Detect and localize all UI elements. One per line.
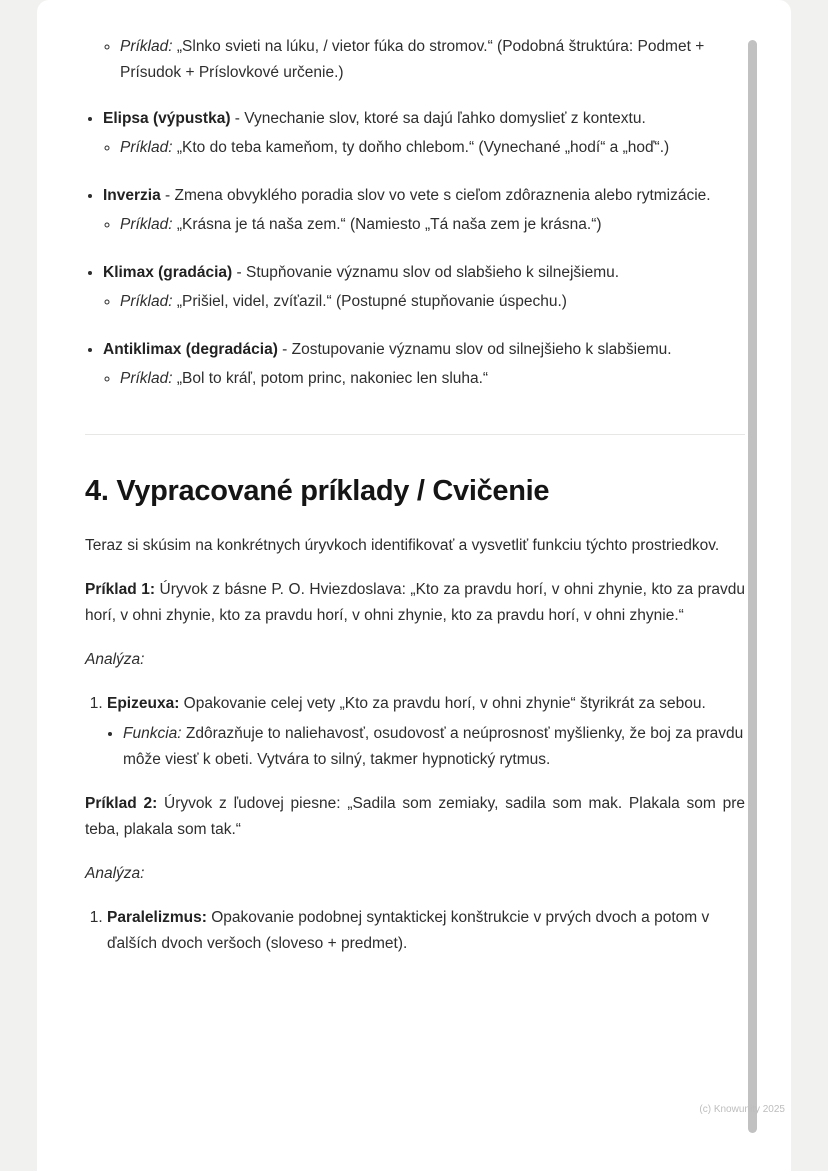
analysis-label-2: Analýza:: [85, 865, 145, 883]
analysis-list-1: [85, 691, 745, 773]
function-item: [123, 721, 745, 773]
analysis-list-2: [85, 905, 745, 957]
watermark: (c) Knowunity 2025: [699, 1104, 785, 1115]
analysis-item: [107, 905, 745, 957]
figure-desc: - Zostupovanie významu slov od silnejšieho k slabšiemu.: [277, 341, 672, 358]
example-text: „Slnko svieti na lúku, / vietor fúka do stromov.“ (Podobná štruktúra: Podmet + Prísudok + Príslovkové určenie.): [120, 38, 705, 81]
example-label: Príklad:: [120, 370, 173, 387]
analysis-label-1: Analýza:: [85, 651, 145, 669]
function-list: [107, 721, 745, 773]
figures-list: [85, 106, 745, 392]
figure-example-list: [103, 366, 745, 392]
section-divider: [85, 434, 745, 435]
continued-example-list: [85, 34, 745, 86]
example-label: Príklad:: [120, 216, 173, 233]
example-item: [120, 212, 745, 238]
function-label: Funkcia:: [123, 725, 182, 743]
example2-paragraph: [85, 791, 745, 843]
figure-term: Antiklimax (degradácia): [103, 341, 278, 358]
figure-term: Elipsa (výpustka): [103, 110, 231, 127]
intro-paragraph: Teraz si skúsim na konkrétnych úryvkoch identifikovať a vysvetliť funkciu týchto prostriedkov.: [85, 537, 720, 555]
figure-item: [103, 106, 745, 161]
figure-term: Inverzia: [103, 187, 161, 204]
example-text: „Kto do teba kameňom, ty doňho chlebom.“ (Vynechané „hodí“ a „hoď“.): [172, 139, 670, 156]
analysis-term: Epizeuxa:: [107, 695, 180, 713]
analysis-text: Opakovanie podobnej syntaktickej konštrukcie v prvých dvoch a potom v ďalších dvoch veršoch (sloveso + predmet).: [107, 909, 710, 953]
figure-term: Klimax (gradácia): [103, 264, 233, 281]
example-item: [120, 366, 745, 392]
document-content: [37, 0, 791, 957]
example-label: Príklad:: [120, 139, 173, 156]
example-text: „Prišiel, videl, zvíťazil.“ (Postupné stupňovanie úspechu.): [172, 293, 567, 310]
example-item: [120, 289, 745, 315]
analysis-item: [107, 691, 745, 773]
section-heading: 4. Vypracované príklady / Cvičenie: [85, 475, 550, 507]
example2-text: Úryvok z ľudovej piesne: „Sadila som zemiaky, sadila som mak. Plakala som pre teba, plakala som tak.“: [85, 795, 746, 839]
example-label: Príklad:: [120, 38, 173, 55]
example1-text: Úryvok z básne P. O. Hviezdoslava: „Kto za pravdu horí, v ohni zhynie, kto za pravdu horí, v ohni zhynie, kto za pravdu horí, v ohni zhynie, kto za pravdu horí, v ohni zhynie.“: [85, 581, 746, 625]
analysis-text: Opakovanie celej vety „Kto za pravdu horí, v ohni zhynie“ štyrikrát za sebou.: [179, 695, 706, 713]
example-item: [120, 34, 745, 86]
example1-paragraph: [85, 577, 745, 629]
example-label: Príklad:: [120, 293, 173, 310]
figure-item: [103, 260, 745, 315]
figure-item: [103, 337, 745, 392]
figure-example-list: [103, 289, 745, 315]
example-item: [120, 135, 745, 161]
example1-label: Príklad 1:: [85, 581, 156, 599]
figure-example-list: [103, 212, 745, 238]
figure-example-list: [103, 135, 745, 161]
figure-desc: - Stupňovanie významu slov od slabšieho k silnejšiemu.: [232, 264, 620, 281]
figure-desc: - Zmena obvyklého poradia slov vo vete s cieľom zdôraznenia alebo rytmizácie.: [160, 187, 711, 204]
figure-item: [103, 183, 745, 238]
scrollbar-thumb[interactable]: [748, 40, 757, 1133]
figure-desc: - Vynechanie slov, ktoré sa dajú ľahko domyslieť z kontextu.: [230, 110, 646, 127]
function-text: Zdôrazňuje to naliehavosť, osudovosť a neúprosnosť myšlienky, že boj za pravdu môže viesť k obeti. Vytvára to silný, takmer hypnotický rytmus.: [123, 725, 744, 769]
document-page: [37, 0, 791, 1171]
analysis-term: Paralelizmus:: [107, 909, 207, 927]
example2-label: Príklad 2:: [85, 795, 158, 813]
example-text: „Krásna je tá naša zem.“ (Namiesto „Tá naša zem je krásna.“): [172, 216, 602, 233]
example-text: „Bol to kráľ, potom princ, nakoniec len sluha.“: [172, 370, 489, 387]
